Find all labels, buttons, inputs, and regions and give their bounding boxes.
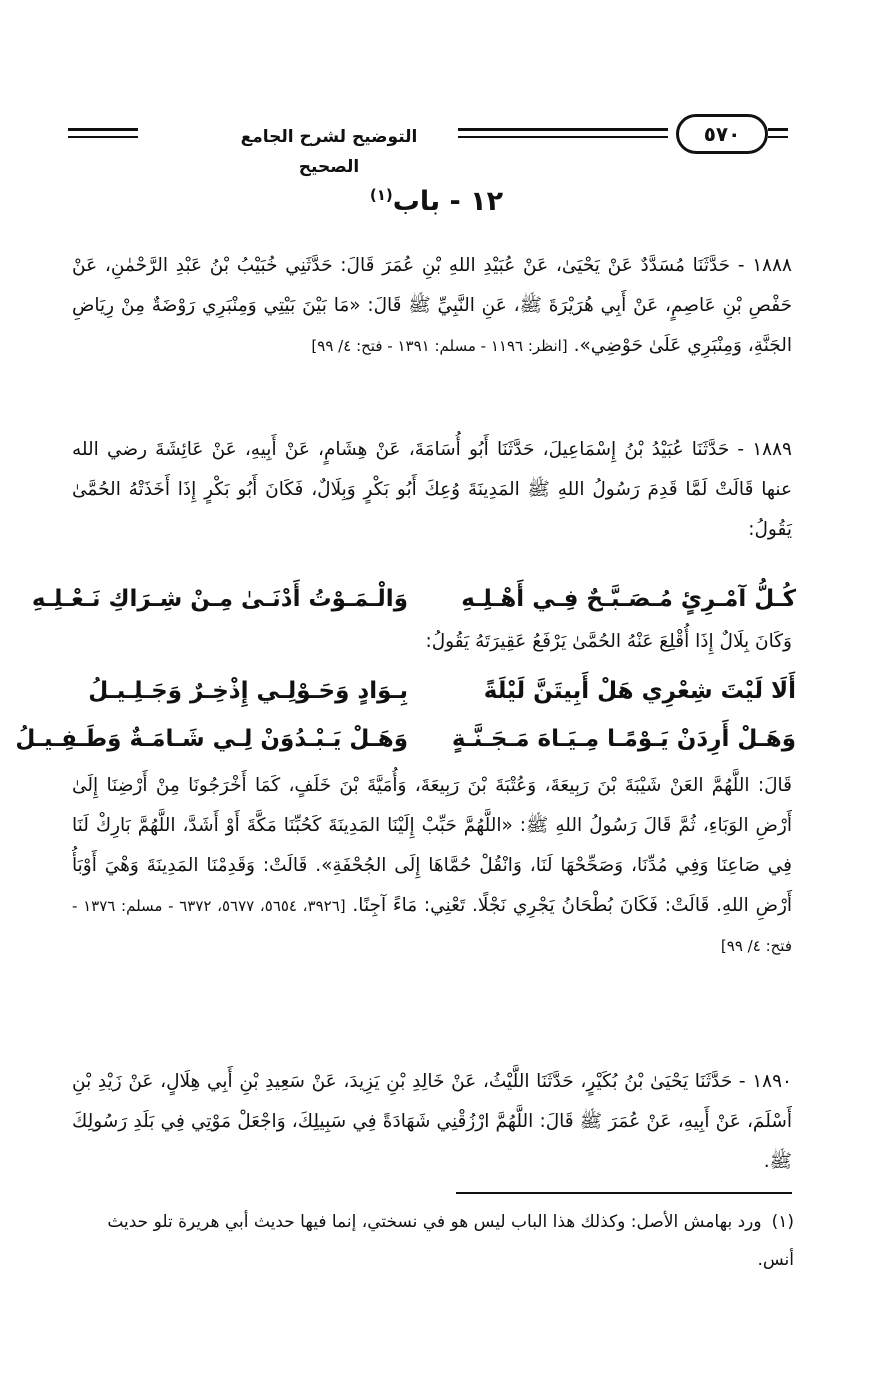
header-rule-right-bottom bbox=[768, 136, 788, 138]
footnote-text: ورد بهامش الأصل: وكذلك هذا الباب ليس هو في نسختي، إنما فيها حديث أبي هريرة تلو حديث أنس. bbox=[107, 1212, 794, 1270]
hadith-1888-text: ١٨٨٨ - حَدَّثَنَا مُسَدَّدٌ عَنْ يَحْيَىٰ، عَنْ عُبَيْدِ اللهِ بْنِ عُمَرَ قَالَ: حَدَّثَنِي خُبَيْبُ بْنُ عَبْدِ الرَّحْمٰنِ، عَنْ حَفْصِ بْنِ عَاصِمٍ، عَنْ أَبِي هُرَيْرَةَ ﷺ، عَنِ النَّبِيِّ ﷺ قَالَ: «مَا بَيْنَ بَيْتِي وَمِنْبَرِي رَوْضَةٌ مِنْ رِيَاضِ الجَنَّةِ، وَمِنْبَرِي عَلَىٰ حَوْضِي». bbox=[72, 255, 792, 356]
hadith-1888 bbox=[72, 246, 792, 366]
chapter-title: ١٢ - باب bbox=[392, 186, 504, 217]
header-rule-right-top bbox=[768, 128, 788, 131]
chapter-footnote-marker: (١) bbox=[369, 186, 393, 204]
footnote-separator bbox=[456, 1192, 792, 1194]
verse-3-first-hemistich: وَهَـلْ أَرِدَنْ يَـوْمًـا مِـيَـاهَ مَـجَـنَّـةٍ bbox=[451, 726, 796, 752]
footnote bbox=[72, 1203, 794, 1279]
header-rule-mid-top bbox=[458, 128, 668, 131]
hadith-1889-intro: ١٨٨٩ - حَدَّثَنَا عُبَيْدُ بْنُ إِسْمَاعِيلَ، حَدَّثَنَا أَبُو أُسَامَةَ، عَنْ هِشَامٍ، عَنْ أَبِيهِ، عَنْ عَائِشَةَ رضي الله عنها قَالَتْ لَمَّا قَدِمَ رَسُولُ اللهِ ﷺ المَدِينَةَ وُعِكَ أَبُو بَكْرٍ وَبِلَالٌ، فَكَانَ أَبُو بَكْرٍ إِذَا أَخَذَتْهُ الحُمَّىٰ يَقُولُ: bbox=[72, 439, 792, 540]
verse-2-first-hemistich: أَلَا لَيْتَ شِعْرِي هَلْ أَبِيتَنَّ لَيْلَةً bbox=[483, 678, 796, 704]
hadith-1888-reference: [انظر: ١١٩٦ - مسلم: ١٣٩١ - فتح: ٤/ ٩٩] bbox=[311, 337, 568, 355]
chapter-heading bbox=[0, 186, 873, 217]
page-number: ٥٧٠ bbox=[676, 114, 768, 154]
hadith-1889-continuation bbox=[72, 766, 792, 966]
header-rule-left-bottom bbox=[68, 136, 138, 138]
header-rule-left-top bbox=[68, 128, 138, 131]
hadith-1889-middle: وَكَانَ بِلَالٌ إِذَا أُقْلِعَ عَنْهُ الحُمَّىٰ يَرْفَعُ عَقِيرَتَهُ يَقُولُ: bbox=[425, 631, 792, 652]
hadith-1889-continuation-text: قَالَ: اللَّهُمَّ العَنْ شَيْبَةَ بْنَ رَبِيعَةَ، وَعُتْبَةَ بْنَ رَبِيعَةَ، وَأُمَيَّةَ بْنَ خَلَفٍ، كَمَا أَخْرَجُونَا مِنْ أَرْضِنَا إِلَىٰ أَرْضِ الوَبَاءِ، ثُمَّ قَالَ رَسُولُ اللهِ ﷺ: «اللَّهُمَّ حَبِّبْ إِلَيْنَا المَدِينَةَ كَحُبِّنَا مَكَّةَ أَوْ أَشَدَّ، اللَّهُمَّ بَارِكْ لَنَا فِي صَاعِنَا وَفِي مُدِّنَا، وَصَحِّحْهَا لَنَا، وَانْقُلْ حُمَّاهَا إِلَى الجُحْفَةِ». قَالَتْ: وَقَدِمْنَا المَدِينَةَ وَهْيَ أَوْبَأُ أَرْضِ اللهِ. قَالَتْ: فَكَانَ بُطْحَانُ يَجْرِي نَجْلًا. تَعْنِي: مَاءً آجِنًا. bbox=[72, 775, 793, 916]
header-rule-mid-bottom bbox=[458, 136, 668, 138]
verse-1-second-hemistich: وَالْـمَـوْتُ أَدْنَـىٰ مِـنْ شِـرَاكِ نَـعْـلِـهِ bbox=[31, 586, 408, 612]
footnote-number: (١) bbox=[771, 1212, 794, 1232]
running-header bbox=[68, 112, 788, 177]
verse-1-first-hemistich: كُـلُّ آمْـرِئٍ مُـصَـبَّـحٌ فِـي أَهْـلِـهِ bbox=[461, 586, 796, 612]
hadith-1889-reference: [٣٩٢٦، ٥٦٥٤، ٥٦٧٧، ٦٣٧٢ - مسلم: ١٣٧٦ - فتح: ٤/ ٩٩] bbox=[72, 897, 792, 955]
verse-3-second-hemistich: وَهَـلْ يَـبْـدُوَنْ لِـي شَـامَـةٌ وَطَـفِـيـلُ bbox=[15, 726, 408, 752]
verse-2-second-hemistich: بِـوَادٍ وَحَـوْلِـي إِذْخِـرٌ وَجَـلِـيـلُ bbox=[88, 678, 408, 704]
running-title: التوضيح لشرح الجامع الصحيح bbox=[240, 127, 418, 177]
hadith-1890: ١٨٩٠ - حَدَّثَنَا يَحْيَىٰ بْنُ بُكَيْرٍ، حَدَّثَنَا اللَّيْثُ، عَنْ خَالِدِ بْنِ يَزِيدَ، عَنْ سَعِيدِ بْنِ أَبِي هِلَالٍ، عَنْ زَيْدِ بْنِ أَسْلَمَ، عَنْ أَبِيهِ، عَنْ عُمَرَ ﷺ قَالَ: اللَّهُمَّ ارْزُقْنِي شَهَادَةً فِي سَبِيلِكَ، وَاجْعَلْ مَوْتِي فِي بَلَدِ رَسُولِكَ ﷺ. bbox=[72, 1071, 792, 1172]
verse-line-2 bbox=[68, 668, 796, 714]
verse-line-3 bbox=[15, 716, 796, 762]
verse-line-1 bbox=[31, 576, 796, 622]
